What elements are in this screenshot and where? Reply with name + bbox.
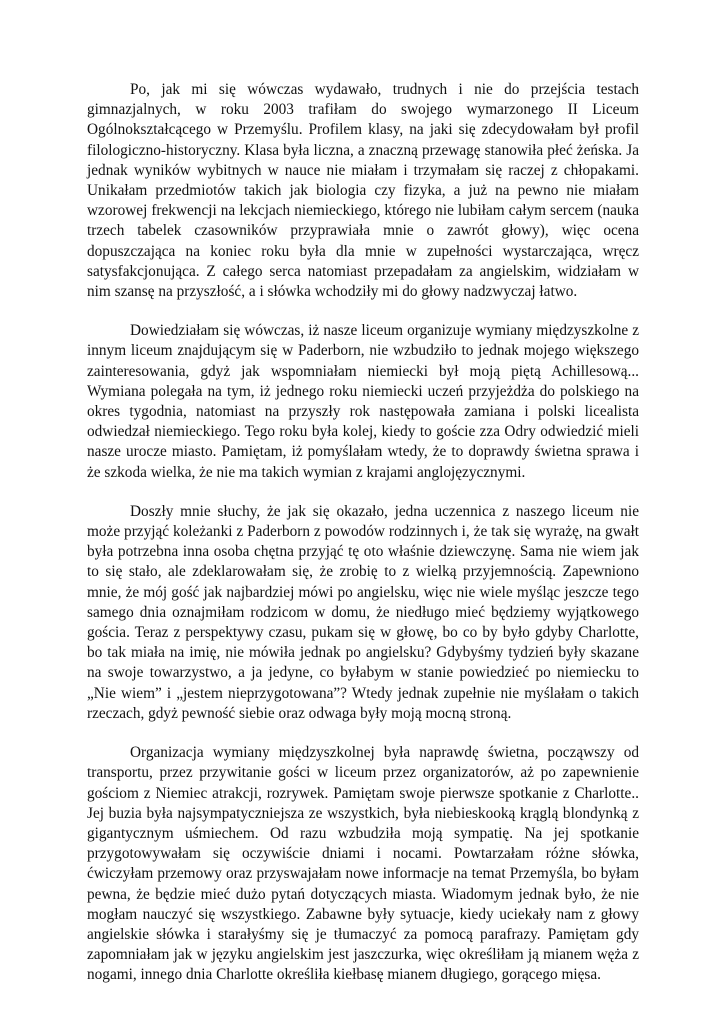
paragraph-1: Po, jak mi się wówczas wydawało, trudnych i nie do przejścia testach gimnazjalnych, w roku 2003 trafiłam do swojego wymarzonego II Liceum Ogólnokształcącego w Przemyślu. Profilem klasy, na jaki się zdecydowałam był profil filologiczno-historyczny. Klasa była liczna, a znaczną przewagę stanowiła płeć żeńska. Ja jednak wyników wybitnych w nauce nie miałam i trzymałam się raczej z chłopakami. Unikałam przedmiotów takich jak biologia czy fizyka, a już na pewno nie miałam wzorowej frekwencji na lekcjach niemieckiego, którego nie lubiłam całym sercem (nauka trzech tabelek czasowników przyprawiała mnie o zawrót głowy), więc ocena dopuszczająca na koniec roku była dla mnie w zupełności wystarczająca, wręcz satysfakcjonująca. Z całego serca natomiast przepadałam za angielskim, widziałam w nim szansę na przyszłość, a i słówka wchodziły mi do głowy nadzwyczaj łatwo. bbox=[87, 81, 639, 301]
paragraph-4: Organizacja wymiany międzyszkolnej była naprawdę świetna, począwszy od transportu, przez przywitanie gości w liceum przez organizatorów, aż po zapewnienie gościom z Niemiec atrakcji, rozrywek. Pamiętam swoje pierwsze spotkanie z Charlotte.. Jej buzia była najsympatyczniejsza ze wszystkich, była niebieskooką krąglą blondynką z gigantycznym uśmiechem. Od razu wzbudziła moją sympatię. Na jej spotkanie przygotowywałam się oczywiście dniami i nocami. Powtarzałam różne słówka, ćwiczyłam przemowy oraz przyswajałam nowe informacje na temat Przemyśla, bo byłam pewna, że będzie mieć dużo pytań dotyczących miasta. Wiadomym jednak było, że nie mogłam nauczyć się wszystkiego. Zabawne były sytuacje, kiedy uciekały nam z głowy angielskie słówka i starałyśmy się je tłumaczyć za pomocą parafrazy. Pamiętam gdy zapomniałam jak w języku angielskim jest jaszczurka, więc określiłam ją mianem węża z nogami, innego dnia Charlotte określiła kiełbasę mianem długiego, gorącego mięsa. bbox=[87, 744, 639, 984]
paragraph-3: Doszły mnie słuchy, że jak się okazało, jedna uczennica z naszego liceum nie może przyjąć koleżanki z Paderborn z powodów rodzinnych i, że tak się wyrażę, na gwałt była potrzebna inna osoba chętna przyjąć tę oto właśnie dziewczynę. Sama nie wiem jak to się stało, ale zdeklarowałam się, że zrobię to z wielką przyjemnością. Zapewniono mnie, że mój gość jak najbardziej mówi po angielsku, więc nie wiele myśląc jeszcze tego samego dnia oznajmiłam rodzicom w domu, że niedługo mieć będziemy wyjątkowego gościa. Teraz z perspektywy czasu, pukam się w głowę, bo co by było gdyby Charlotte, bo tak miała na imię, nie mówiła jednak po angielsku? Gdybyśmy tydzień były skazane na swoje towarzystwo, a ja jedyne, co byłabym w stanie powiedzieć po niemiecku to „Nie wiem” i „jestem nieprzygotowana”? Wtedy jednak zupełnie nie myślałam o takich rzeczach, gdyż pewność siebie oraz odwaga były moją mocną stroną. bbox=[87, 502, 639, 722]
paragraph-2: Dowiedziałam się wówczas, iż nasze liceum organizuje wymiany międzyszkolne z innym liceum znajdującym się w Paderborn, nie wzbudziło to jednak mojego większego zainteresowania, gdyż jak wspomniałam niemiecki był moją piętą Achillesową... Wymiana polegała na tym, iż jednego roku niemiecki uczeń przyjeżdża do polskiego na okres tygodnia, natomiast na przyszły rok następowała zamiana i polski licealista odwiedzał niemieckiego. Tego roku była kolej, kiedy to goście zza Odry odwiedzić mieli nasze urocze miasto. Pamiętam, iż pomyślałam wtedy, że to doprawdy świetna sprawa i że szkoda wielka, że nie ma takich wymian z krajami anglojęzycznymi. bbox=[87, 322, 639, 481]
